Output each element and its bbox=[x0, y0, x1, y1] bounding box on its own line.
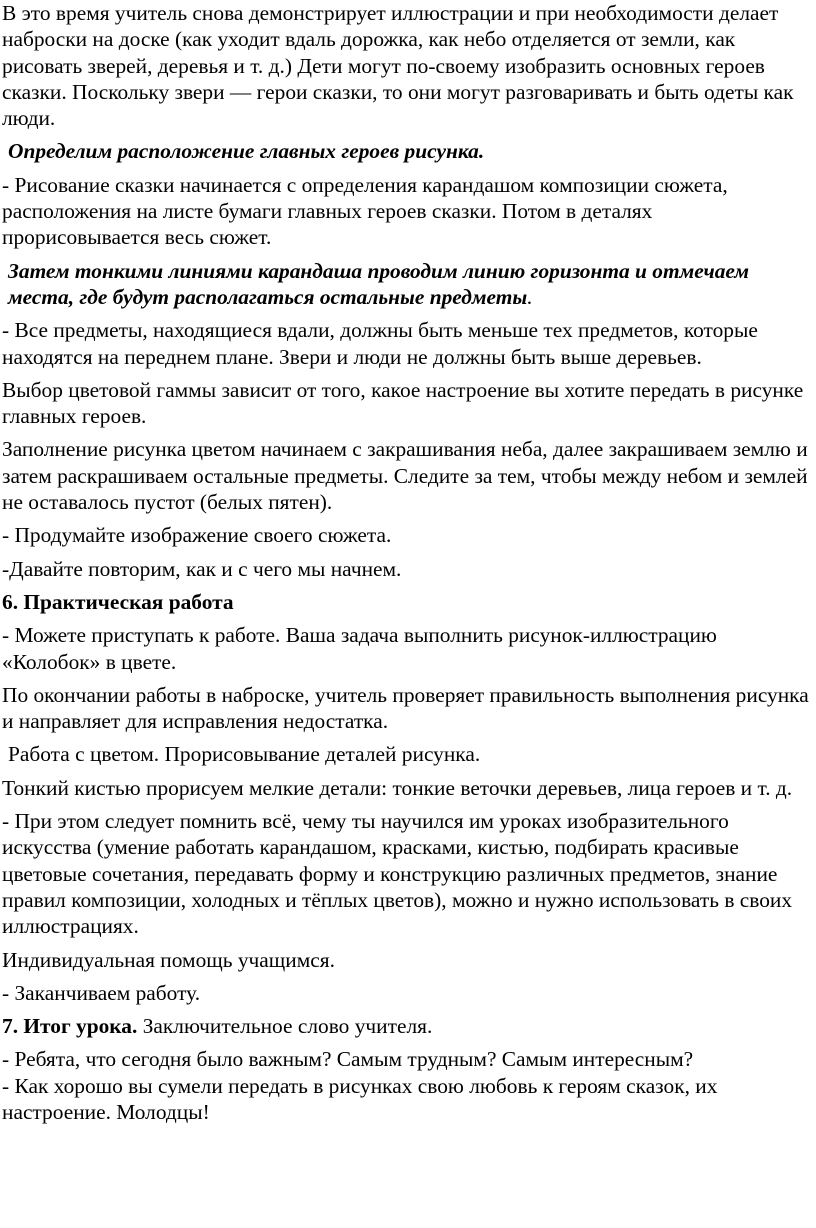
paragraph-composition: - Рисование сказки начинается с определения карандашом композиции сюжета, расположения на листе бумаги главных героев сказки. Потом в деталях прорисовывается весь сюжет. bbox=[2, 172, 728, 250]
heading-practical-work: 6. Практическая работа bbox=[2, 589, 234, 614]
horizon-line-emphasis: Затем тонкими линиями карандаша проводим линию горизонта и отмечаем места, где будут располагаться остальные предметы bbox=[8, 258, 750, 309]
lesson-summary-text: Заключительное слово учителя. bbox=[137, 1014, 433, 1039]
paragraph-sketch-check: По окончании работы в наброске, учитель проверяет правильность выполнения рисунка и направляет для исправления недостатка. bbox=[2, 682, 809, 734]
paragraph-distance-objects: - Все предметы, находящиеся вдали, должны быть меньше тех предметов, которые находятся на переднем плане. Звери и люди не должны быть выше деревьев. bbox=[2, 318, 758, 369]
paragraph-think-plot: - Продумайте изображение своего сюжета. bbox=[2, 523, 392, 548]
paragraph-teacher-demo: В это время учитель снова демонстрирует иллюстрации и при необходимости делает наброски на доске (как уходит вдаль дорожка, как небо отделяется от земли, как рисовать зверей, деревья и т. д.) Дети могут по-своему изобразить основных героев сказки. Поскольку звери — герои сказки, то они могут разговаривать и быть одеты как люди. bbox=[2, 1, 794, 131]
paragraph-remember-skills: - При этом следует помнить всё, чему ты научился им уроках изобразительного искусства (умение работать карандашом, красками, кистью, подбирать красивые цветовые сочетания, передавать форму и конструкцию различных предметов, знание правил композиции, холодных и тёплых цветов), можно и нужно использовать в своих иллюстрациях. bbox=[2, 809, 793, 939]
paragraph-color-choice: Выбор цветовой гаммы зависит от того, какое настроение вы хотите передать в рисунке главных героев. bbox=[2, 377, 804, 429]
paragraph-color-work: Работа с цветом. Прорисовывание деталей рисунка. bbox=[8, 742, 481, 767]
paragraph-start-work: - Можете приступать к работе. Ваша задача выполнить рисунок-иллюстрацию «Колобок» в цвете. bbox=[2, 623, 717, 674]
paragraph-individual-help: Индивидуальная помощь учащимся. bbox=[2, 947, 335, 972]
paragraph-repeat: -Давайте повторим, как и с чего мы начнем. bbox=[2, 556, 402, 581]
paragraph-fine-details: Тонкий кистью прорисуем мелкие детали: тонкие веточки деревьев, лица героев и т. д. bbox=[2, 775, 793, 800]
paragraph-praise: - Как хорошо вы сумели передать в рисунках свою любовь к героям сказок, их настроение. Молодцы! bbox=[2, 1073, 718, 1124]
horizon-line-period: . bbox=[527, 284, 533, 309]
heading-heroes-placement: Определим расположение главных героев рисунка. bbox=[8, 139, 485, 164]
paragraph-finish-work: - Заканчиваем работу. bbox=[2, 980, 201, 1005]
paragraph-coloring-order: Заполнение рисунка цветом начинаем с закрашивания неба, далее закрашиваем землю и затем раскрашиваем остальные предметы. Следите за тем, чтобы между небом и землей не оставалось пустот (белых пятен). bbox=[2, 437, 808, 515]
paragraph-questions: - Ребята, что сегодня было важным? Самым трудным? Самым интересным? bbox=[2, 1047, 694, 1072]
heading-lesson-summary bbox=[2, 1013, 812, 1039]
lesson-summary-label: 7. Итог урока. bbox=[2, 1014, 138, 1039]
paragraph-horizon-line bbox=[2, 258, 812, 311]
